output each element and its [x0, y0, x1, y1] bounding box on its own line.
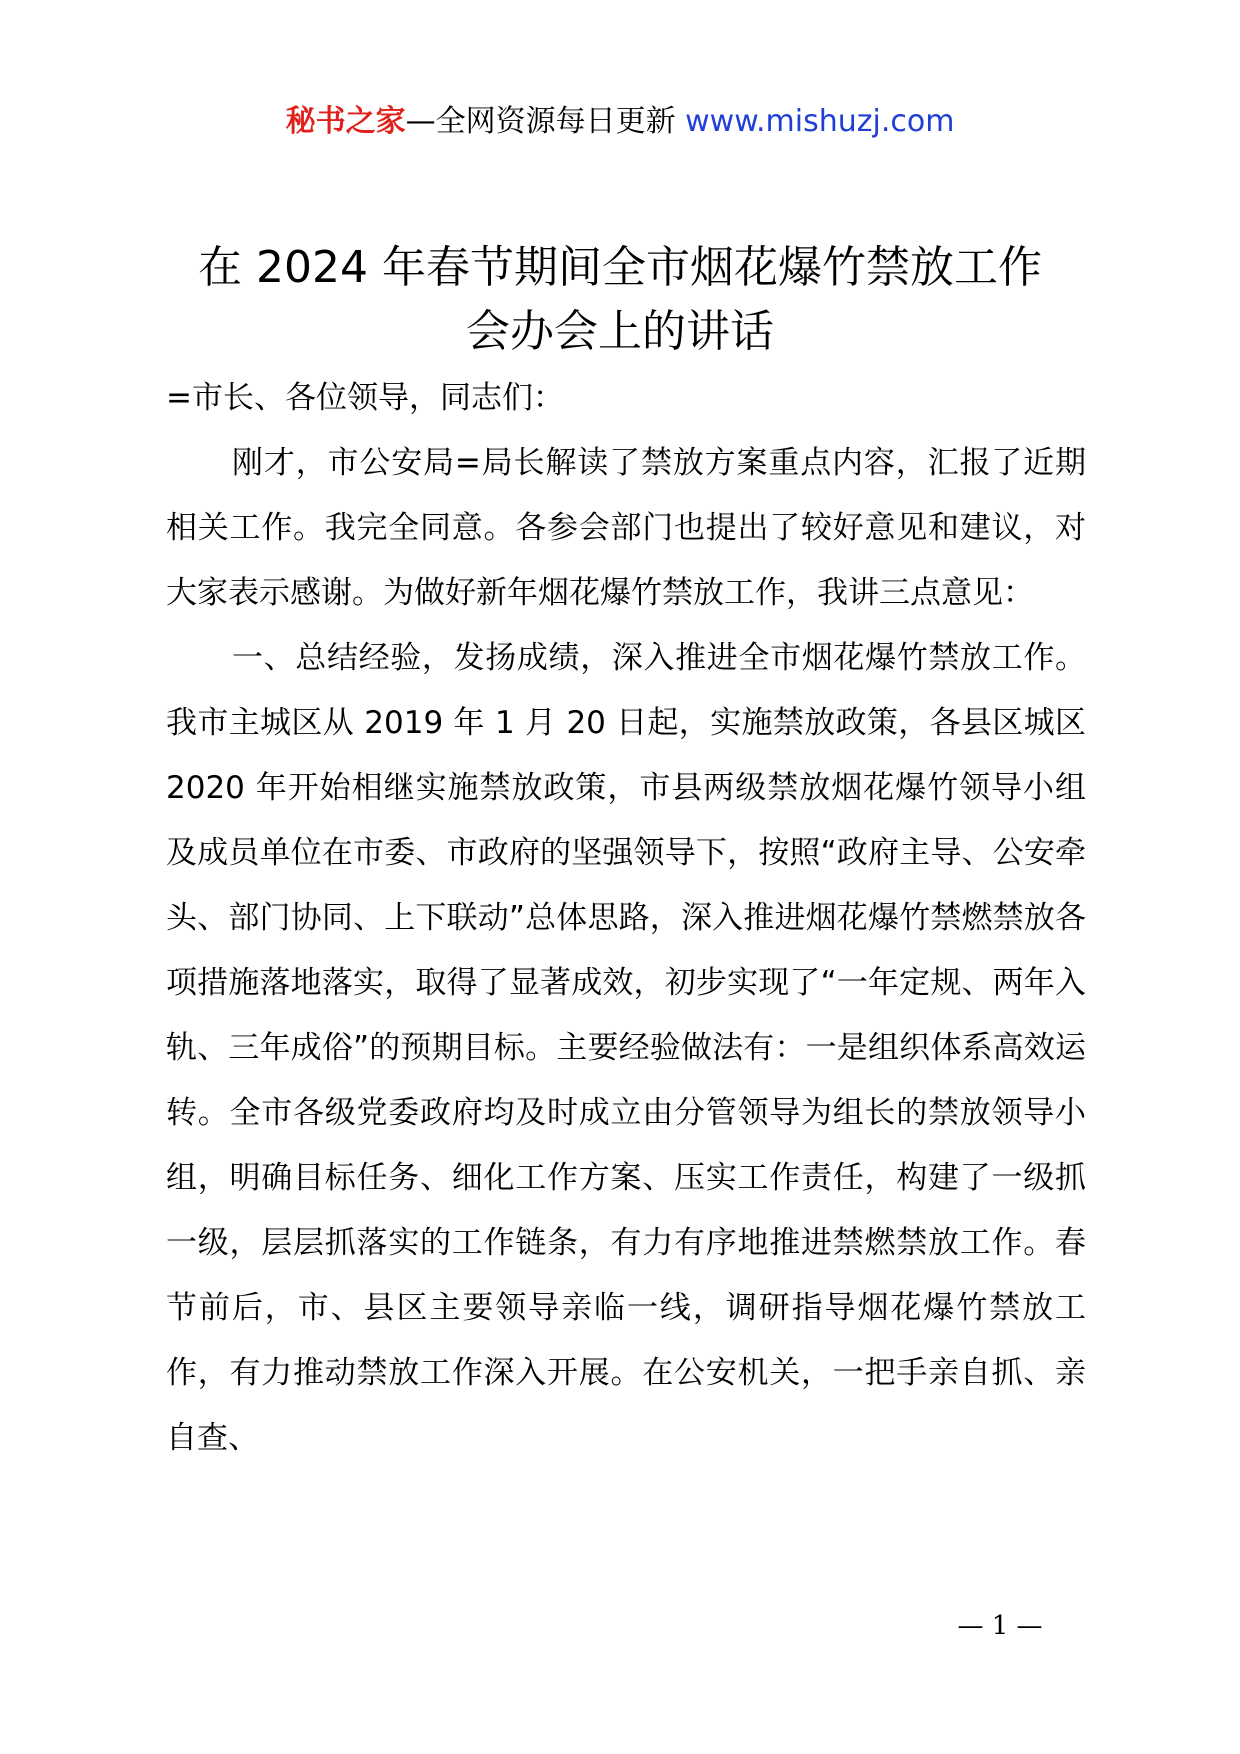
salutation: =市长、各位领导，同志们： — [166, 380, 564, 416]
paragraph-intro: 刚才，市公安局=局长解读了禁放方案重点内容，汇报了近期相关工作。我完全同意。各参会部门也提出了较好意见和建议，对大家表示感谢。为做好新年烟花爆竹禁放工作，我讲三点意见： — [166, 445, 1086, 611]
site-url-link[interactable]: www.mishuzj.com — [685, 104, 955, 139]
document-body — [166, 366, 1086, 1471]
site-tagline: —全网资源每日更新 — [405, 104, 676, 139]
paragraph-section-1: 一、总结经验，发扬成绩，深入推进全市烟花爆竹禁放工作。我市主城区从 2019 年 1 月 20 日起，实施禁放政策，各县区城区 2020 年开始相继实施禁放政策，市县两级禁放烟花爆竹领导小组及成员单位在市委、市政府的坚强领导下，按照“政府主导、公安牵头、部门协同、上下联动”总体思路，深入推进烟花爆竹禁燃禁放各项措施落地落实，取得了显著成效，初步实现了“一年定规、两年入轨、三年成俗”的预期目标。主要经验做法有：一是组织体系高效运转。全市各级党委政府均及时成立由分管领导为组长的禁放领导小组，明确目标任务、细化工作方案、压实工作责任，构建了一级抓一级，层层抓落实的工作链条，有力有序地推进禁燃禁放工作。春节前后，市、县区主要领导亲临一线，调研指导烟花爆竹禁放工作，有力推动禁放工作深入开展。在公安机关，一把手亲自抓、亲自查、 — [166, 640, 1086, 1456]
document-title — [0, 236, 1240, 364]
title-line-2: 会办会上的讲话 — [466, 306, 774, 357]
site-brand: 秘书之家 — [285, 104, 406, 139]
title-line-1: 在 2024 年春节期间全市烟花爆竹禁放工作 — [198, 242, 1042, 293]
page-number: — 1 — — [957, 1611, 1043, 1641]
site-header — [0, 100, 1240, 144]
